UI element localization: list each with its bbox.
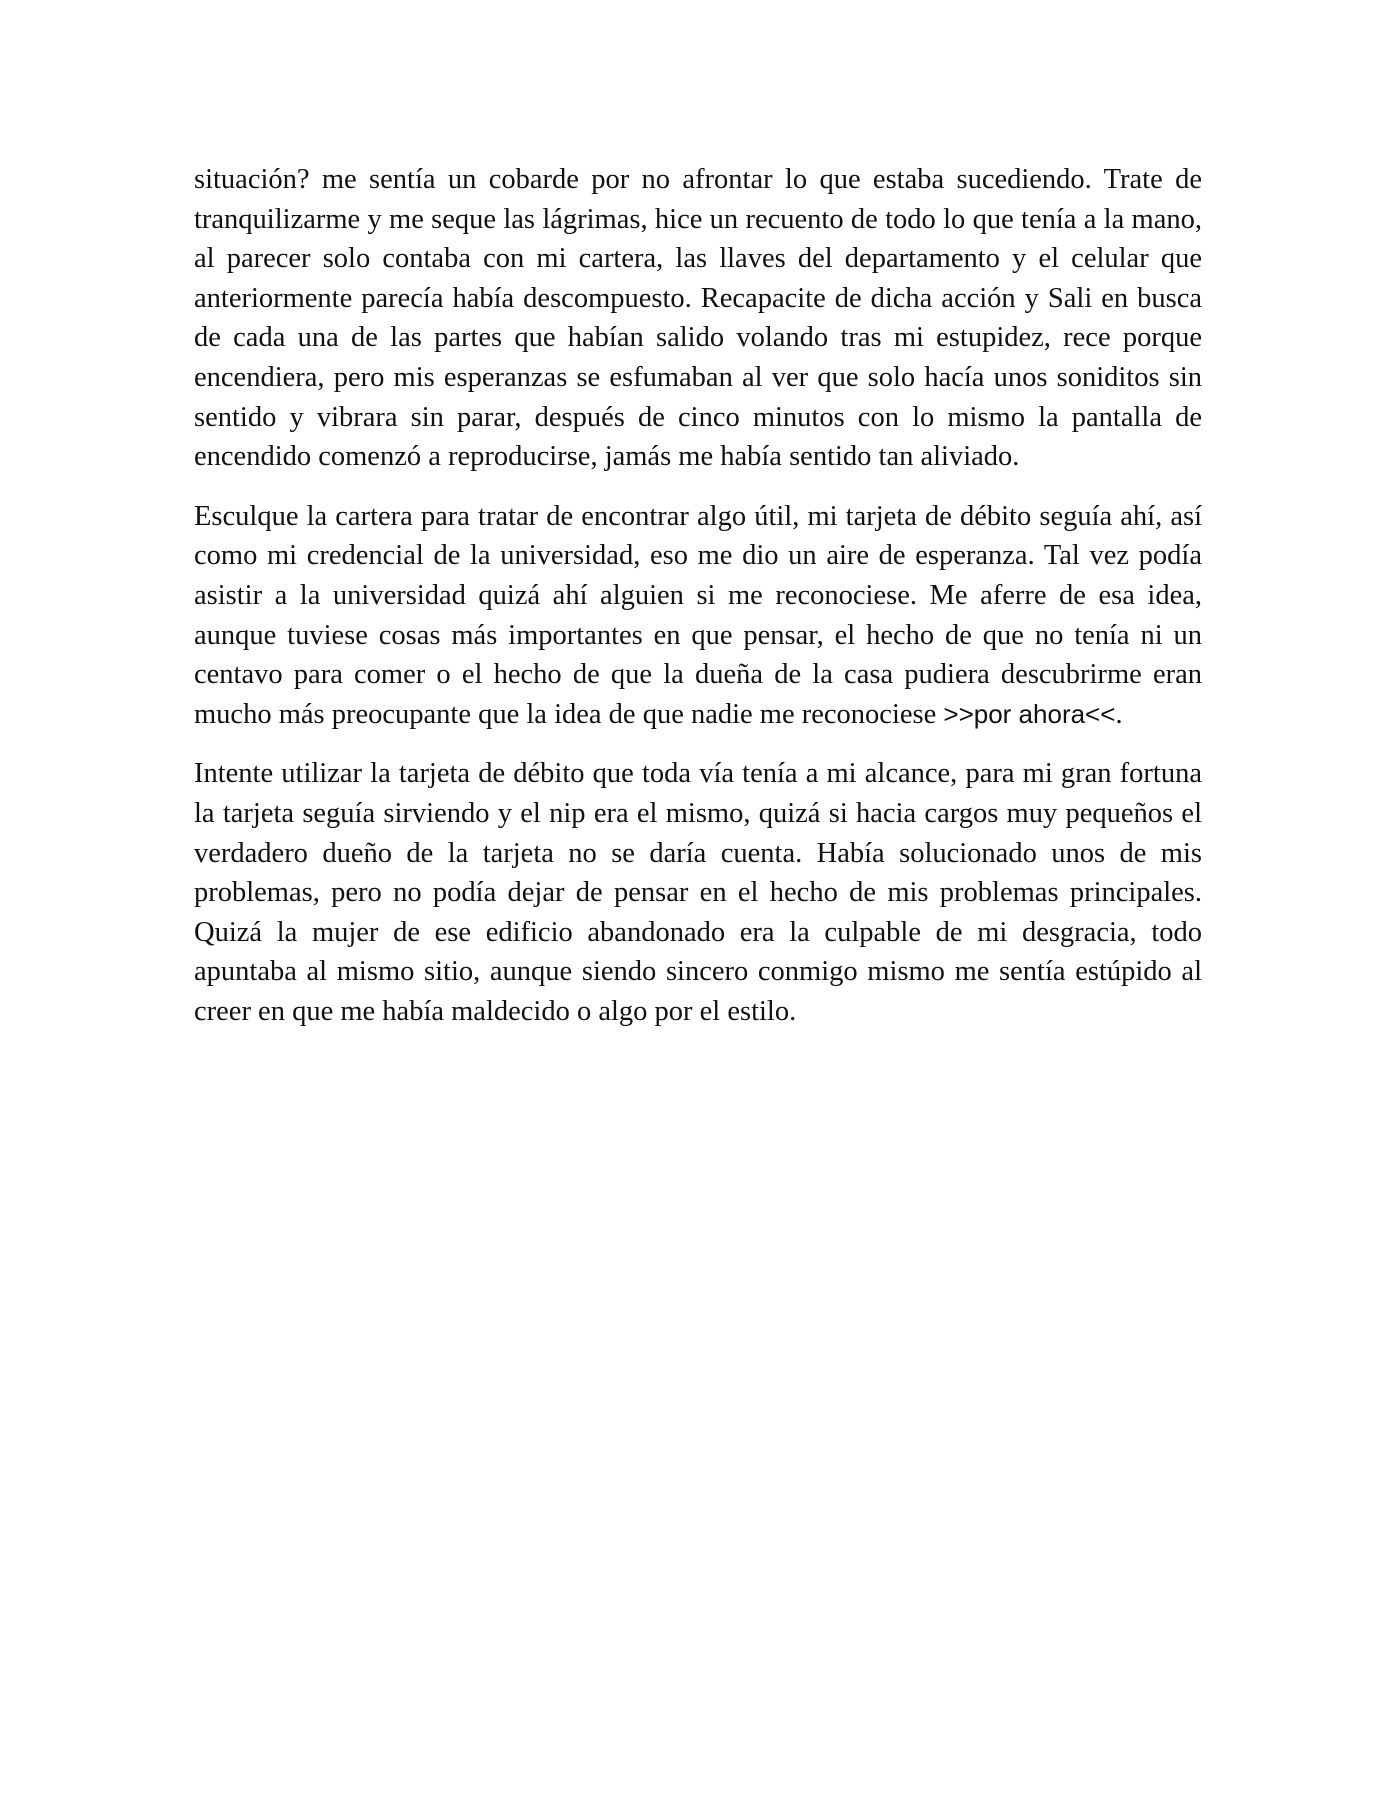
paragraph-2-emphasis: >>por ahora<< [943,698,1116,729]
paragraph-2-text: Esculque la cartera para tratar de encontrar algo útil, mi tarjeta de débito seguía ahí, así como mi credencial de la universidad, eso me dio un aire de esperanza. Tal vez podía asistir a la universidad quizá ahí alguien si me reconociese. Me aferre de esa idea, aunque tuviese cosas más importantes en que pensar, el hecho de que no tenía ni un centavo para comer o el hecho de que la dueña de la casa pudiera descubrirme eran mucho más preocupante que la idea de que nadie me reconociese [194,500,1202,730]
paragraph-3 [194,754,1202,1031]
paragraph-3-text: Intente utilizar la tarjeta de débito que toda vía tenía a mi alcance, para mi gran fortuna la tarjeta seguía sirviendo y el nip era el mismo, quizá si hacia cargos muy pequeños el verdadero dueño de la tarjeta no se daría cuenta. Había solucionado unos de mis problemas, pero no podía dejar de pensar en el hecho de mis problemas principales. Quizá la mujer de ese edificio abandonado era la culpable de mi desgracia, todo apuntaba al mismo sitio, aunque siendo sincero conmigo mismo me sentía estúpido al creer en que me había maldecido o algo por el estilo. [194,758,1202,1027]
paragraph-1-text: situación? me sentía un cobarde por no afrontar lo que estaba sucediendo. Trate de tranquilizarme y me seque las lágrimas, hice un recuento de todo lo que tenía a la mano, al parecer solo contaba con mi cartera, las llaves del departamento y el celular que anteriormente parecía había descompuesto. Recapacite de dicha acción y Sali en busca de cada una de las partes que habían salido volando tras mi estupidez, rece porque encendiera, pero mis esperanzas se esfumaban al ver que solo hacía unos soniditos sin sentido y vibrara sin parar, después de cinco minutos con lo mismo la pantalla de encendido comenzó a reproducirse, jamás me había sentido tan aliviado. [194,164,1202,473]
paragraph-2 [194,497,1202,735]
paragraph-1 [194,160,1202,477]
body-text [194,160,1202,1051]
paragraph-2-tail: . [1115,698,1123,730]
